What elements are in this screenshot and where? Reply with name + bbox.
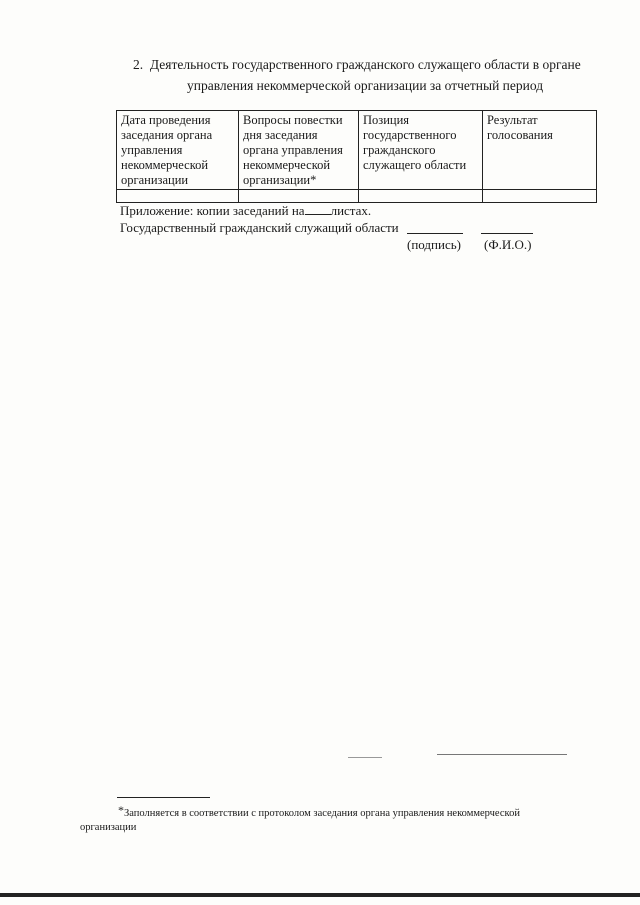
scan-artifact (437, 754, 567, 755)
section-title-line2: управления некоммерческой организации за отчетный период (187, 78, 544, 93)
header-agenda-questions: Вопросы повестки дня заседания органа управления некоммерческой организации* (239, 111, 359, 190)
footnote-separator (117, 797, 210, 798)
footnote-mark: * (118, 803, 124, 817)
section-number: 2. (133, 57, 144, 72)
section-title-line1: Деятельность государственного гражданского служащего области в органе (149, 57, 581, 72)
appendix-line (120, 202, 371, 219)
signature-caption: (подпись) (407, 237, 461, 252)
signer-label: Государственный гражданский служащий области (120, 220, 399, 235)
table-cell (359, 190, 483, 203)
header-servant-position: Позиция государственного гражданского служащего области (359, 111, 483, 190)
signature-blank (407, 233, 463, 234)
scan-artifact (348, 757, 382, 758)
header-voting-result: Результат голосования (483, 111, 597, 190)
sheet-count-blank (305, 202, 331, 215)
name-blank (481, 233, 533, 234)
table-header-row (117, 111, 597, 190)
appendix-suffix: листах. (330, 203, 372, 218)
footnote-line1 (118, 805, 520, 820)
footnote-line2: организации (80, 822, 137, 833)
table-cell (483, 190, 597, 203)
section-heading-line1 (133, 57, 581, 73)
table-cell (117, 190, 239, 203)
footnote-text: Заполняется в соответствии с протоколом заседания органа управления некоммерческой (124, 808, 520, 819)
table-cell (239, 190, 359, 203)
activity-table (116, 110, 597, 203)
table-row (117, 190, 597, 203)
name-caption: (Ф.И.О.) (484, 237, 532, 252)
scan-bottom-edge (0, 893, 640, 897)
appendix-prefix: Приложение: копии заседаний на (120, 203, 305, 218)
header-meeting-date: Дата проведения заседания органа управления некоммерческой организации (117, 111, 239, 190)
